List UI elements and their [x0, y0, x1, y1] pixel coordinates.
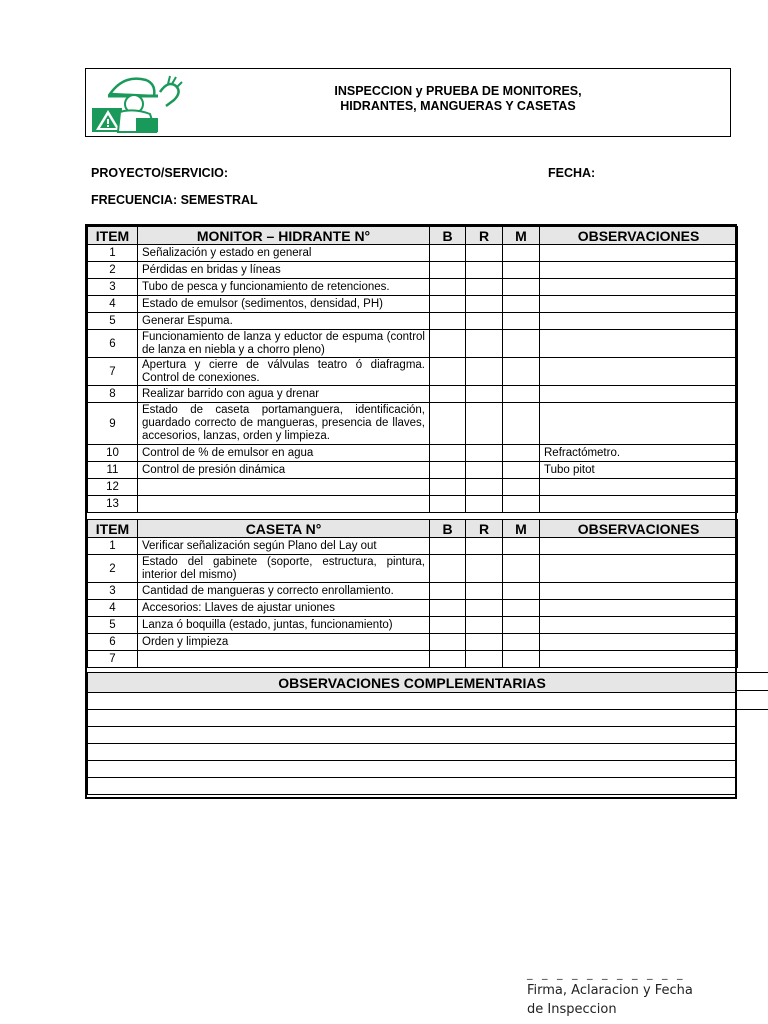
item-description: Estado del gabinete (soporte, estructura, pintura, interior del mismo): [138, 555, 430, 583]
table-row: [88, 330, 738, 358]
item-description: Realizar barrido con agua y drenar: [138, 386, 430, 403]
check-r[interactable]: [466, 555, 503, 583]
observaciones-header: OBSERVACIONES: [540, 227, 738, 245]
table-row: [88, 313, 738, 330]
observation-cell[interactable]: [540, 296, 738, 313]
obs-line[interactable]: [88, 761, 737, 778]
item-number: 6: [88, 634, 138, 651]
item-description: Pérdidas en bridas y líneas: [138, 262, 430, 279]
check-m[interactable]: [503, 245, 540, 262]
check-r[interactable]: [466, 330, 503, 358]
check-b[interactable]: [430, 496, 466, 513]
check-b[interactable]: [430, 313, 466, 330]
observation-cell[interactable]: [540, 600, 738, 617]
check-m[interactable]: [503, 496, 540, 513]
check-r[interactable]: [466, 403, 503, 445]
observation-cell[interactable]: [540, 330, 738, 358]
table-row: [88, 358, 738, 386]
check-b[interactable]: [430, 617, 466, 634]
check-m[interactable]: [503, 479, 540, 496]
check-b[interactable]: [430, 445, 466, 462]
check-m[interactable]: [503, 617, 540, 634]
m-header: M: [503, 227, 540, 245]
check-r[interactable]: [466, 651, 503, 668]
item-number: 13: [88, 496, 138, 513]
table-row: [88, 634, 738, 651]
check-m[interactable]: [503, 313, 540, 330]
check-b[interactable]: [430, 634, 466, 651]
check-m[interactable]: [503, 403, 540, 445]
check-b[interactable]: [430, 538, 466, 555]
observation-cell[interactable]: [540, 617, 738, 634]
item-description: Tubo de pesca y funcionamiento de retenciones.: [138, 279, 430, 296]
obs-line[interactable]: [88, 744, 737, 761]
item-header: ITEM: [88, 227, 138, 245]
item-description: Orden y limpieza: [138, 634, 430, 651]
table-row: [88, 279, 738, 296]
item-number: 4: [88, 296, 138, 313]
item-description: Generar Espuma.: [138, 313, 430, 330]
frecuencia-label: FRECUENCIA: SEMESTRAL: [91, 193, 258, 207]
check-r[interactable]: [466, 462, 503, 479]
observation-cell[interactable]: [540, 479, 738, 496]
signature-caption-1: Firma, Aclaracion y Fecha: [527, 983, 693, 998]
item-description: Funcionamiento de lanza y eductor de espuma (control de lanza en niebla y a chorro pleno): [138, 330, 430, 358]
observation-cell[interactable]: [540, 262, 738, 279]
check-m[interactable]: [503, 445, 540, 462]
table-row: [88, 445, 738, 462]
observation-cell[interactable]: [540, 358, 738, 386]
check-r[interactable]: [466, 262, 503, 279]
observaciones-complementarias-title: OBSERVACIONES COMPLEMENTARIAS: [88, 673, 737, 693]
caseta-title-header: CASETA N°: [138, 520, 430, 538]
divider: [737, 672, 768, 673]
observation-cell[interactable]: [540, 313, 738, 330]
obs-line[interactable]: [88, 693, 737, 710]
observation-cell[interactable]: Refractómetro.: [540, 445, 738, 462]
item-description: [138, 651, 430, 668]
table-row: [88, 296, 738, 313]
r-header: R: [466, 520, 503, 538]
item-description: Estado de emulsor (sedimentos, densidad, PH): [138, 296, 430, 313]
item-number: 7: [88, 358, 138, 386]
obs-line[interactable]: [88, 727, 737, 744]
check-r[interactable]: [466, 617, 503, 634]
item-description: Control de presión dinámica: [138, 462, 430, 479]
item-number: 10: [88, 445, 138, 462]
table-row: [88, 555, 738, 583]
item-number: 6: [88, 330, 138, 358]
item-number: 1: [88, 245, 138, 262]
obs-line[interactable]: [88, 710, 737, 727]
check-r[interactable]: [466, 496, 503, 513]
obs-line[interactable]: [88, 778, 737, 795]
proyecto-label: PROYECTO/SERVICIO:: [91, 166, 229, 180]
check-m[interactable]: [503, 462, 540, 479]
fecha-label: FECHA:: [548, 166, 596, 180]
item-description: [138, 496, 430, 513]
observation-cell[interactable]: [540, 555, 738, 583]
item-number: 5: [88, 617, 138, 634]
table-row: [88, 617, 738, 634]
check-b[interactable]: [430, 600, 466, 617]
check-m[interactable]: [503, 634, 540, 651]
signature-caption-2: de Inspeccion: [527, 1002, 617, 1017]
item-number: 3: [88, 583, 138, 600]
check-b[interactable]: [430, 386, 466, 403]
check-r[interactable]: [466, 479, 503, 496]
check-r[interactable]: [466, 358, 503, 386]
table-row: [88, 462, 738, 479]
check-m[interactable]: [503, 262, 540, 279]
item-number: 11: [88, 462, 138, 479]
b-header: B: [430, 227, 466, 245]
item-description: Apertura y cierre de válvulas teatro ó diafragma. Control de conexiones.: [138, 358, 430, 386]
table-row: [88, 262, 738, 279]
check-r[interactable]: [466, 600, 503, 617]
monitor-hidrante-table: [87, 226, 738, 513]
check-b[interactable]: [430, 651, 466, 668]
item-number: 5: [88, 313, 138, 330]
document-title: [196, 84, 720, 114]
item-number: 12: [88, 479, 138, 496]
check-b[interactable]: [430, 555, 466, 583]
item-description: Accesorios: Llaves de ajustar uniones: [138, 600, 430, 617]
check-m[interactable]: [503, 386, 540, 403]
table-row: [88, 583, 738, 600]
check-m[interactable]: [503, 555, 540, 583]
check-b[interactable]: [430, 462, 466, 479]
check-r[interactable]: [466, 386, 503, 403]
check-r[interactable]: [466, 279, 503, 296]
item-description: Señalización y estado en general: [138, 245, 430, 262]
divider: [737, 690, 768, 691]
check-r[interactable]: [466, 445, 503, 462]
check-r[interactable]: [466, 634, 503, 651]
observation-cell[interactable]: [540, 538, 738, 555]
observation-cell[interactable]: [540, 386, 738, 403]
check-b[interactable]: [430, 279, 466, 296]
table-row: [88, 403, 738, 445]
r-header: R: [466, 227, 503, 245]
observation-cell[interactable]: [540, 403, 738, 445]
item-number: 4: [88, 600, 138, 617]
item-number: 1: [88, 538, 138, 555]
observation-cell[interactable]: [540, 583, 738, 600]
check-m[interactable]: [503, 279, 540, 296]
caseta-table: [87, 519, 738, 668]
title-line-2: HIDRANTES, MANGUERAS Y CASETAS: [340, 99, 576, 113]
table-row: [88, 538, 738, 555]
signature-line: _ _ _ _ _ _ _ _ _ _ _: [527, 967, 686, 980]
header-box: [85, 68, 731, 137]
check-b[interactable]: [430, 262, 466, 279]
signature-block: [527, 968, 693, 1019]
check-r[interactable]: [466, 313, 503, 330]
observation-cell[interactable]: [540, 245, 738, 262]
observation-cell[interactable]: [540, 496, 738, 513]
title-line-1: INSPECCION y PRUEBA DE MONITORES,: [334, 84, 582, 98]
item-description: Verificar señalización según Plano del Lay out: [138, 538, 430, 555]
check-b[interactable]: [430, 245, 466, 262]
monitor-header-row: [88, 227, 738, 245]
observaciones-complementarias-table: [87, 672, 737, 795]
table-row: [88, 386, 738, 403]
safety-worker-logo-icon: [90, 72, 185, 134]
observation-cell[interactable]: [540, 651, 738, 668]
item-number: 2: [88, 262, 138, 279]
observation-cell[interactable]: [540, 634, 738, 651]
check-b[interactable]: [430, 296, 466, 313]
observation-cell[interactable]: [540, 279, 738, 296]
check-m[interactable]: [503, 651, 540, 668]
item-description: Cantidad de mangueras y correcto enrollamiento.: [138, 583, 430, 600]
check-b[interactable]: [430, 479, 466, 496]
table-row: [88, 245, 738, 262]
item-number: 8: [88, 386, 138, 403]
check-b[interactable]: [430, 358, 466, 386]
check-b[interactable]: [430, 403, 466, 445]
item-number: 9: [88, 403, 138, 445]
check-r[interactable]: [466, 296, 503, 313]
check-m[interactable]: [503, 358, 540, 386]
table-row: [88, 496, 738, 513]
check-b[interactable]: [430, 583, 466, 600]
monitor-title-header: MONITOR – HIDRANTE N°: [138, 227, 430, 245]
item-number: 3: [88, 279, 138, 296]
item-description: Lanza ó boquilla (estado, juntas, funcionamiento): [138, 617, 430, 634]
check-m[interactable]: [503, 296, 540, 313]
table-row: [88, 600, 738, 617]
check-m[interactable]: [503, 600, 540, 617]
check-m[interactable]: [503, 538, 540, 555]
caseta-header-row: [88, 520, 738, 538]
table-row: [88, 651, 738, 668]
check-m[interactable]: [503, 583, 540, 600]
observation-cell[interactable]: Tubo pitot: [540, 462, 738, 479]
item-header: ITEM: [88, 520, 138, 538]
item-description: Control de % de emulsor en agua: [138, 445, 430, 462]
m-header: M: [503, 520, 540, 538]
item-description: Estado de caseta portamanguera, identificación, guardado correcto de mangueras, presencia de llaves, accesorios, lanzas, orden y limpieza.: [138, 403, 430, 445]
item-number: 2: [88, 555, 138, 583]
check-m[interactable]: [503, 330, 540, 358]
table-row: [88, 479, 738, 496]
check-b[interactable]: [430, 330, 466, 358]
check-r[interactable]: [466, 245, 503, 262]
observaciones-header: OBSERVACIONES: [540, 520, 738, 538]
item-description: [138, 479, 430, 496]
item-number: 7: [88, 651, 138, 668]
check-r[interactable]: [466, 583, 503, 600]
divider: [737, 709, 768, 710]
check-r[interactable]: [466, 538, 503, 555]
b-header: B: [430, 520, 466, 538]
